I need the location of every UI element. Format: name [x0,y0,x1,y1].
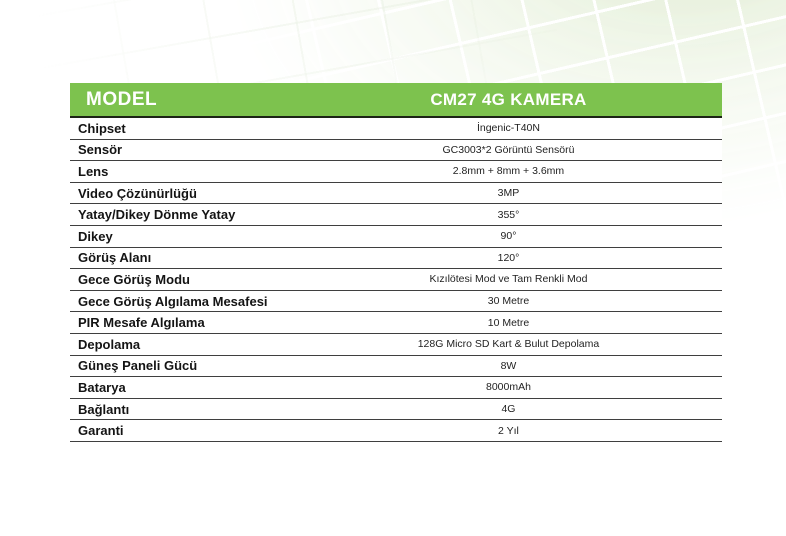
spec-rows [70,118,722,442]
spec-label: Garanti [78,423,124,439]
spec-value: 128G Micro SD Kart & Bulut Depolama [417,338,600,351]
spec-value: 90° [500,230,517,243]
spec-value: 2.8mm + 8mm + 3.6mm [452,165,565,178]
table-row [70,334,722,356]
table-row [70,118,722,140]
spec-label: Gece Görüş Modu [78,271,190,287]
spec-value: 120° [497,251,520,264]
spec-value: GC3003*2 Görüntü Sensörü [442,143,575,156]
spec-table [70,83,722,442]
spec-value: 8000mAh [485,381,531,394]
spec-value: 355° [497,208,520,221]
table-row [70,161,722,183]
table-row [70,204,722,226]
spec-label: Görüş Alanı [78,250,152,266]
table-row [70,312,722,334]
spec-label: Gece Görüş Algılama Mesafesi [78,293,268,309]
spec-value: 3MP [497,187,520,200]
spec-value: 2 Yıl [498,424,519,437]
spec-label: Yatay/Dikey Dönme Yatay [78,207,236,223]
spec-label: Depolama [78,336,141,352]
product-title: CM27 4G KAMERA [430,89,587,109]
table-row [70,399,722,421]
spec-value: 4G [501,403,516,416]
spec-label: Video Çözünürlüğü [78,185,197,201]
table-row [70,291,722,313]
table-row [70,356,722,378]
table-row [70,226,722,248]
spec-value: İngenic-T40N [476,122,540,135]
table-row [70,420,722,442]
spec-label: Dikey [78,228,113,244]
table-row [70,248,722,270]
spec-label: Bağlantı [78,401,130,417]
table-row [70,183,722,205]
spec-label: PIR Mesafe Algılama [78,315,205,331]
spec-value: 8W [500,359,517,372]
spec-value: 10 Metre [487,316,530,329]
table-row [70,377,722,399]
spec-label: Güneş Paneli Gücü [78,358,198,374]
table-header [70,83,722,118]
spec-label: Lens [78,163,109,179]
model-header-label: MODEL [86,88,158,110]
spec-label: Batarya [78,379,126,395]
spec-value: 30 Metre [487,295,530,308]
spec-label: Chipset [78,120,126,136]
table-row [70,140,722,162]
spec-value: Kızılötesi Mod ve Tam Renkli Mod [429,273,588,286]
table-row [70,269,722,291]
spec-label: Sensör [78,142,123,158]
